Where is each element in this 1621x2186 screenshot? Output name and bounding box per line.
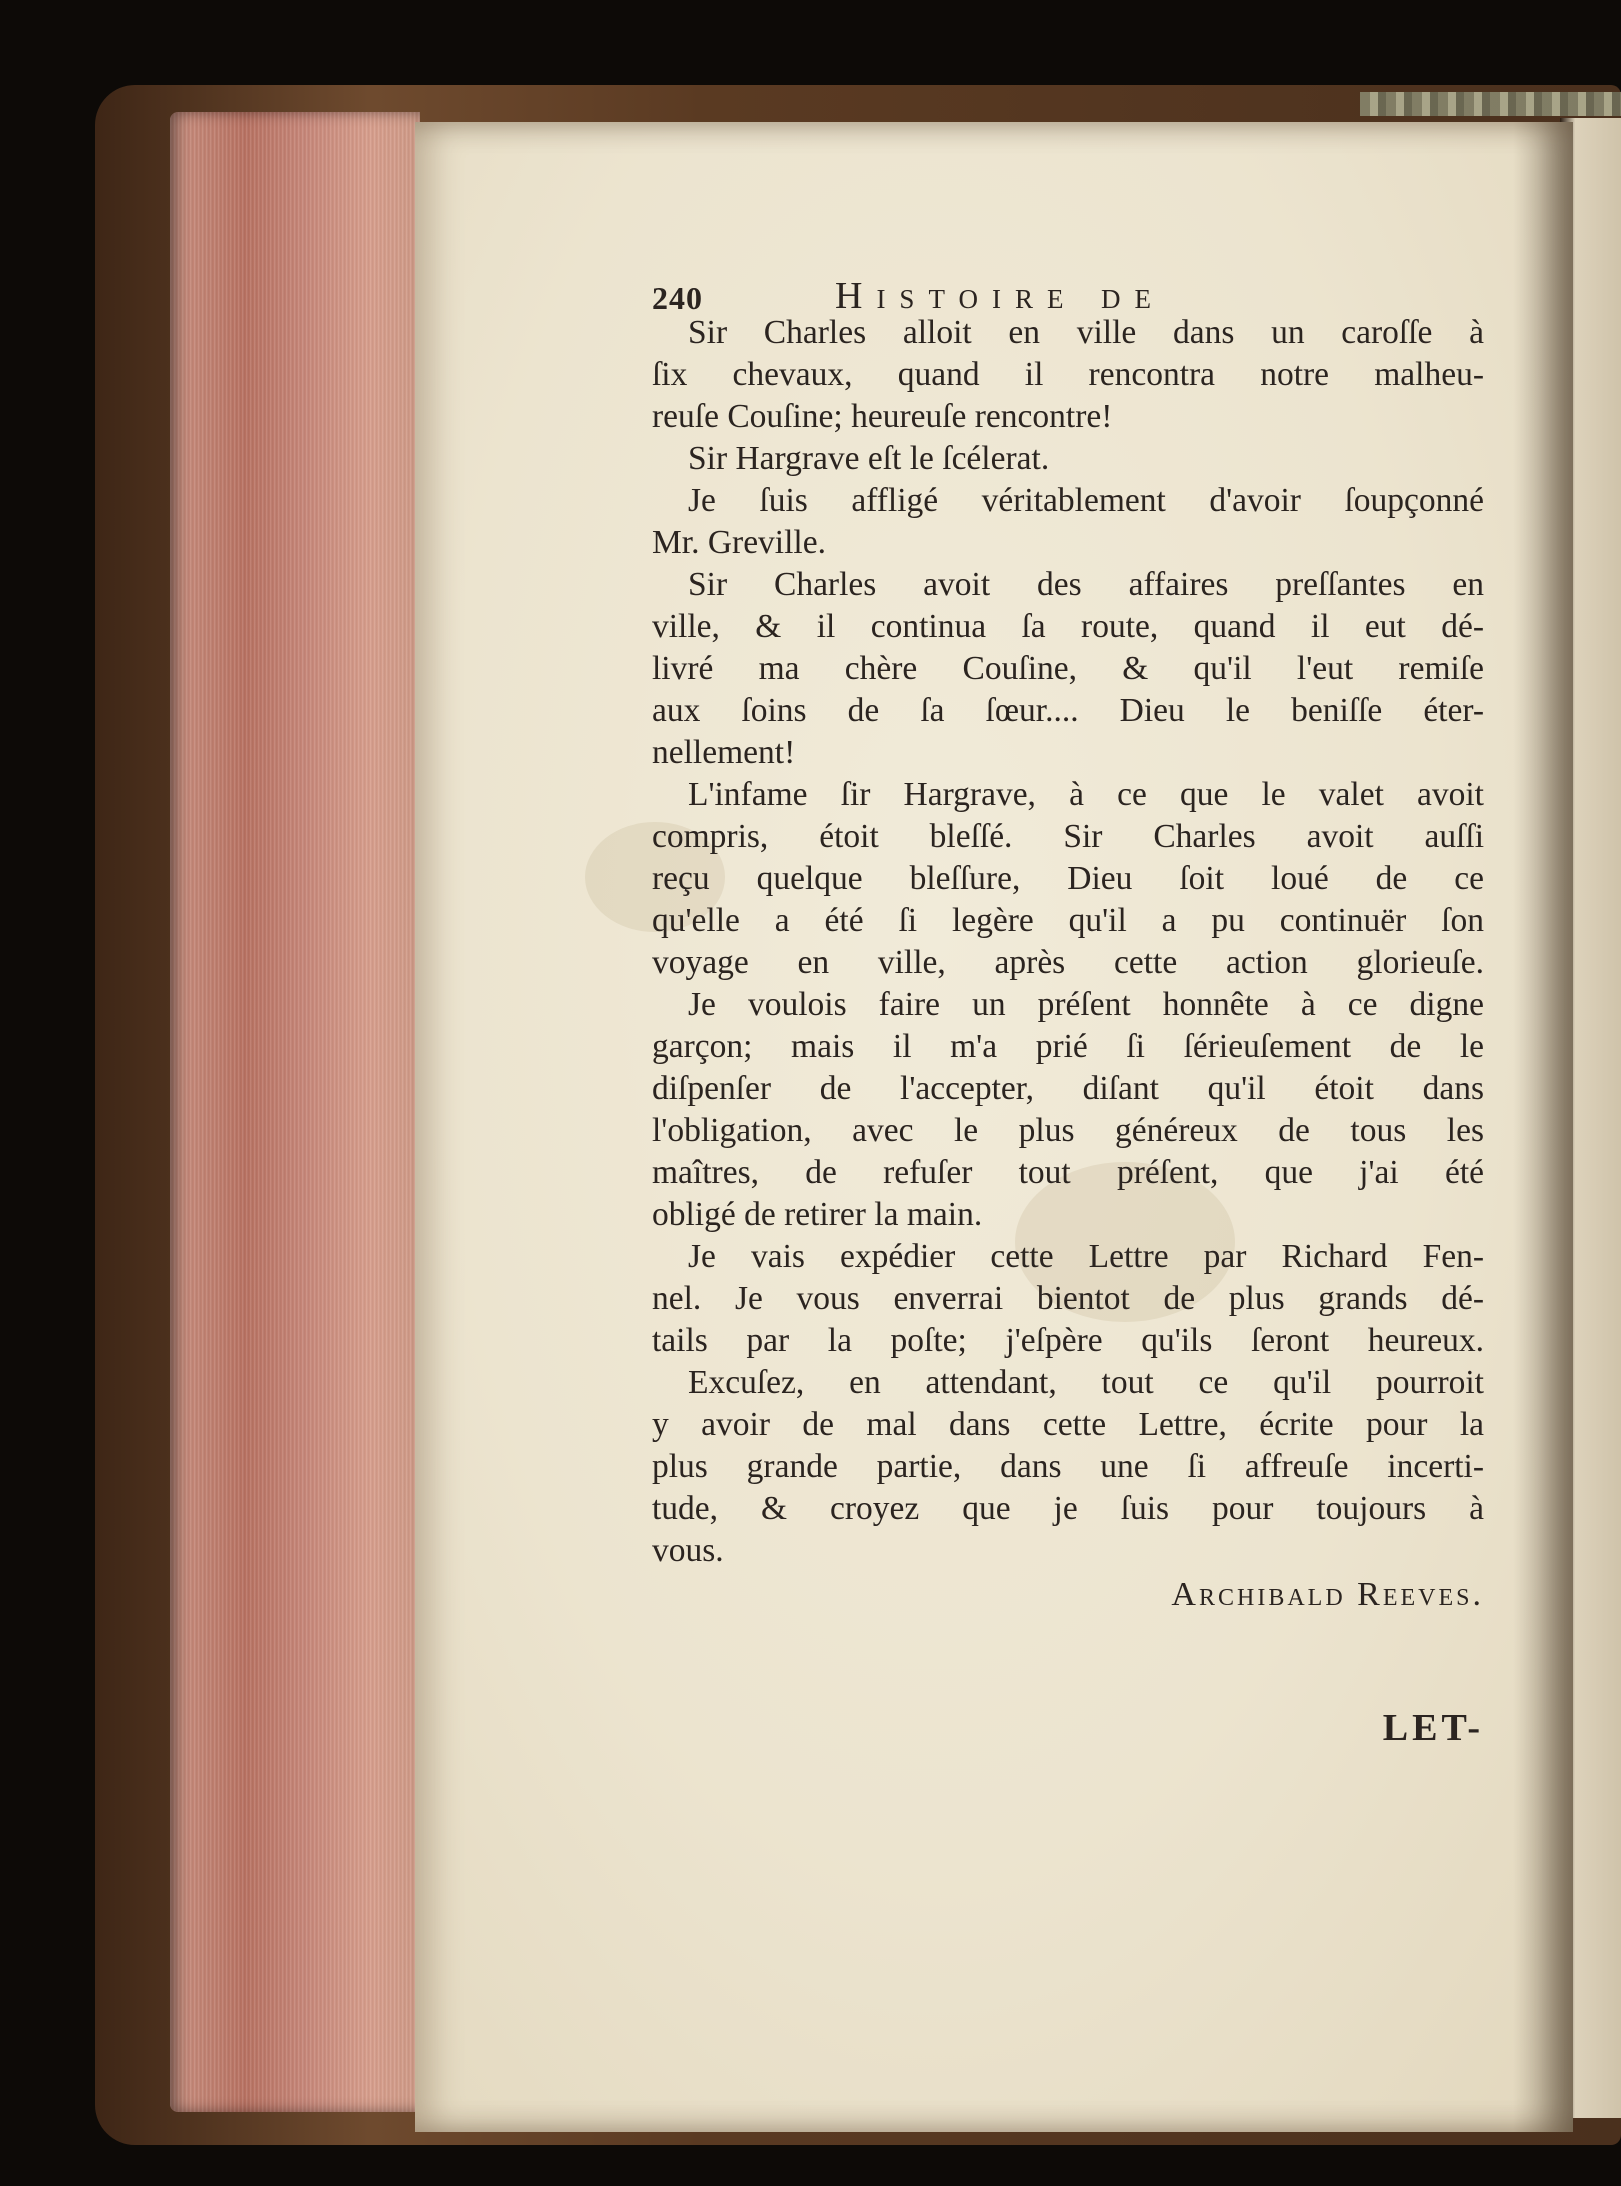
text-line: compris, étoit bleſſé. Sir Charles avoit auſſi	[652, 818, 1484, 855]
text-line: Je voulois faire un préſent honnête à ce digne	[688, 986, 1484, 1023]
text-line: diſpenſer de l'accepter, diſant qu'il étoit dans	[652, 1070, 1484, 1107]
text-line: Excuſez, en attendant, tout ce qu'il pourroit	[688, 1364, 1484, 1401]
text-line: tude, & croyez que je ſuis pour toujours à	[652, 1490, 1484, 1527]
text-line: Je ſuis affligé véritablement d'avoir ſoupçonné	[688, 482, 1484, 519]
text-line: L'infame ſir Hargrave, à ce que le valet avoit	[688, 776, 1484, 813]
printed-page	[415, 122, 1573, 2132]
catchword: LET-	[1382, 1707, 1484, 1749]
text-line: y avoir de mal dans cette Lettre, écrite pour la	[652, 1406, 1484, 1443]
page-fore-edge	[170, 112, 420, 2112]
bookmark-ribbon	[1360, 92, 1621, 116]
text-line: tails par la poſte; j'eſpère qu'ils ſeront heureux.	[652, 1322, 1484, 1359]
text-line: maîtres, de refuſer tout préſent, que j'ai été	[652, 1154, 1484, 1191]
text-line: Mr. Greville.	[652, 524, 826, 561]
page-number: 240	[652, 280, 703, 316]
text-line: aux ſoins de ſa ſœur.... Dieu le beniſſe éter-	[652, 692, 1484, 729]
text-line: Sir Charles alloit en ville dans un caroſſe à	[688, 314, 1484, 351]
text-line: obligé de retirer la main.	[652, 1196, 983, 1233]
text-line: garçon; mais il m'a prié ſi ſérieuſement de le	[652, 1028, 1484, 1065]
text-line: Sir Hargrave eſt le ſcélerat.	[688, 440, 1050, 477]
text-line: voyage en ville, après cette action glorieuſe.	[652, 944, 1484, 981]
text-line: nel. Je vous enverrai bientot de plus grands dé-	[652, 1280, 1484, 1317]
text-line: livré ma chère Couſine, & qu'il l'eut remiſe	[652, 650, 1484, 687]
text-line: l'obligation, avec le plus généreux de tous les	[652, 1112, 1484, 1149]
text-line: vous.	[652, 1532, 724, 1569]
running-title: Histoire de	[835, 275, 1165, 317]
text-line: reçu quelque bleſſure, Dieu ſoit loué de ce	[652, 860, 1484, 897]
text-line: reuſe Couſine; heureuſe rencontre!	[652, 398, 1113, 435]
text-line: ſix chevaux, quand il rencontra notre malheu-	[652, 356, 1484, 393]
gutter-shadow	[1513, 122, 1573, 2132]
text-block	[652, 274, 1484, 1749]
text-line: plus grande partie, dans une ſi affreuſe incerti-	[652, 1448, 1484, 1485]
text-line: Je vais expédier cette Lettre par Richard Fen-	[688, 1238, 1484, 1275]
text-line: ville, & il continua ſa route, quand il eut dé-	[652, 608, 1484, 645]
signature: Archibald Reeves.	[1171, 1576, 1484, 1613]
text-line: qu'elle a été ſi legère qu'il a pu continuër ſon	[652, 902, 1484, 939]
text-line: nellement!	[652, 734, 796, 771]
text-line: Sir Charles avoit des affaires preſſantes en	[688, 566, 1484, 603]
